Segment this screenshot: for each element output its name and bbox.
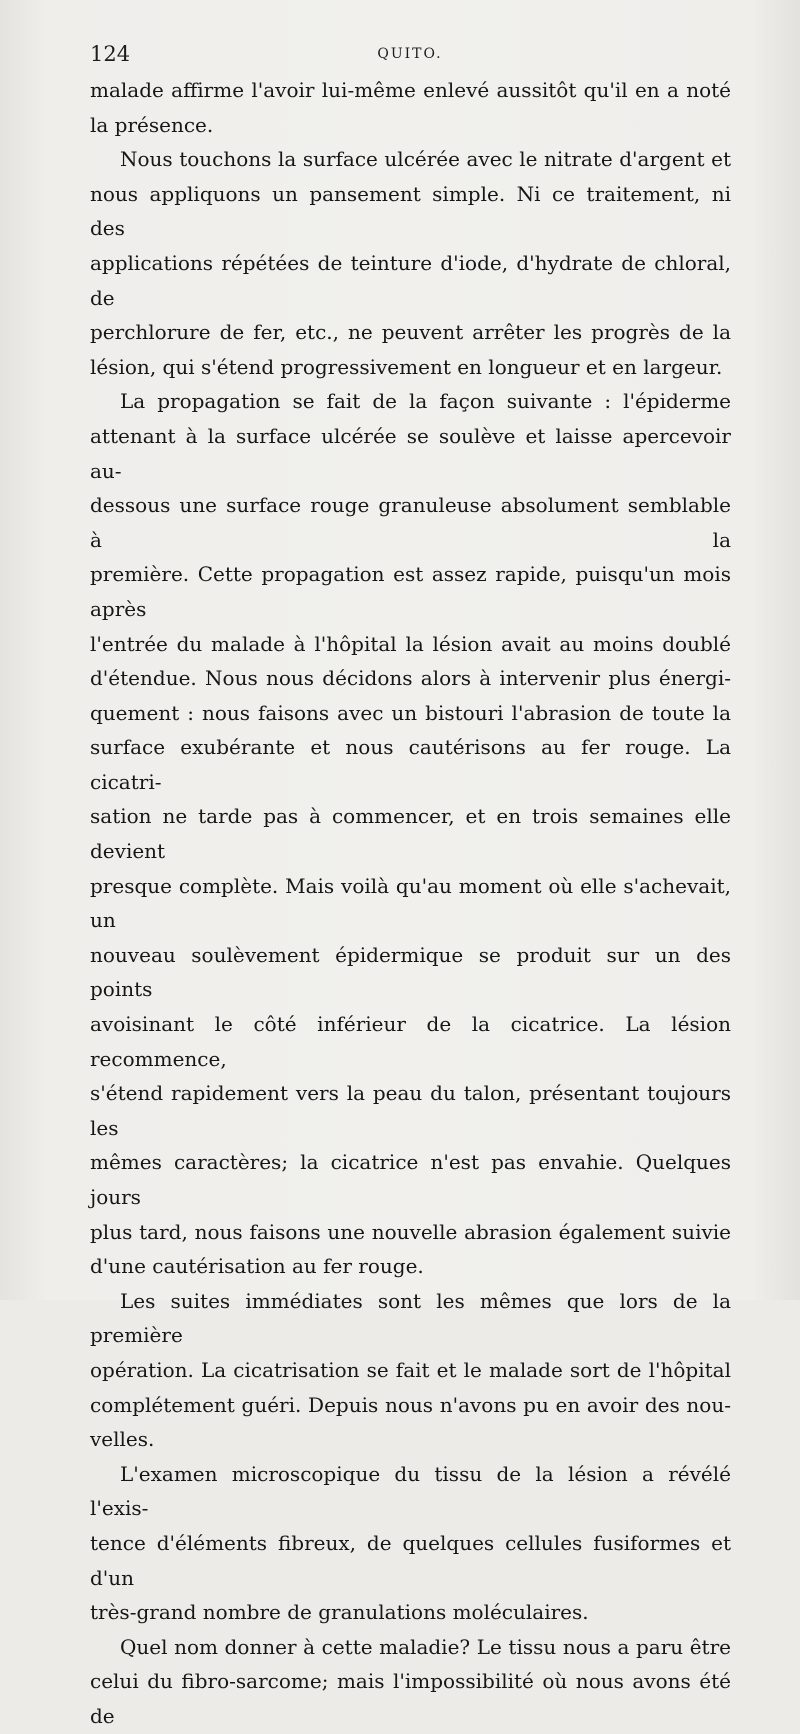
text-line: la présence. bbox=[90, 112, 214, 137]
text-line: malade affirme l'avoir lui-même enlevé aussitôt qu'il en a noté bbox=[90, 78, 731, 102]
text-line: La propagation se fait de la façon suivante : l'épiderme bbox=[120, 389, 731, 414]
text-line: perchlorure de fer, etc., ne peuvent arrêter les progrès de la bbox=[90, 320, 731, 345]
text-line: Nous touchons la surface ulcérée avec le nitrate d'argent et bbox=[120, 147, 731, 172]
text-line: sation ne tarde pas à commencer, et en trois semaines elle devient bbox=[90, 804, 731, 864]
text-line: L'examen microscopique du tissu de la lésion a révélé l'exis- bbox=[90, 1461, 731, 1521]
text-line: velles. bbox=[90, 1427, 155, 1452]
text-line: l'entrée du malade à l'hôpital la lésion avait au moins doublé bbox=[90, 631, 731, 656]
text-line: celui du fibro-sarcome; mais l'impossibilité où nous avons été de bbox=[90, 1669, 731, 1728]
text-line: nous appliquons un pansement simple. Ni ce traitement, ni des bbox=[90, 181, 731, 241]
text-line: tence d'éléments fibreux, de quelques cellules fusiformes et d'un bbox=[90, 1530, 731, 1590]
page-number: 124 bbox=[90, 42, 131, 66]
text-line: très-grand nombre de granulations moléculaires. bbox=[90, 1600, 589, 1625]
text-line: nouveau soulèvement épidermique se produit sur un des points bbox=[90, 942, 731, 1002]
page-header bbox=[90, 42, 730, 68]
body-text bbox=[90, 73, 731, 1734]
text-line: plus tard, nous faisons une nouvelle abrasion également suivie bbox=[90, 1219, 731, 1244]
text-line: opération. La cicatrisation se fait et le malade sort de l'hôpital bbox=[90, 1357, 731, 1382]
text-line: dessous une surface rouge granuleuse absolument semblable à la bbox=[90, 493, 731, 552]
text-line: avoisinant le côté inférieur de la cicatrice. La lésion recommence, bbox=[90, 1012, 731, 1071]
text-line: s'étend rapidement vers la peau du talon, présentant toujours les bbox=[90, 1081, 731, 1140]
text-line: Quel nom donner à cette maladie? Le tissu nous a paru être bbox=[120, 1634, 731, 1659]
text-line: d'étendue. Nous nous décidons alors à intervenir plus énergi- bbox=[90, 666, 731, 691]
text-line: attenant à la surface ulcérée se soulève et laisse apercevoir au- bbox=[90, 423, 731, 483]
text-line: première. Cette propagation est assez rapide, puisqu'un mois après bbox=[90, 562, 731, 621]
text-line: d'une cautérisation au fer rouge. bbox=[90, 1254, 424, 1279]
text-line: applications répétées de teinture d'iode, d'hydrate de chloral, de bbox=[90, 250, 731, 310]
text-line: presque complète. Mais voilà qu'au moment où elle s'achevait, un bbox=[90, 873, 731, 933]
text-line: Les suites immédiates sont les mêmes que lors de la première bbox=[90, 1288, 731, 1348]
text-line: lésion, qui s'étend progressivement en longueur et en largeur. bbox=[90, 354, 723, 379]
text-line: complétement guéri. Depuis nous n'avons pu en avoir des nou- bbox=[90, 1392, 731, 1417]
text-line: surface exubérante et nous cautérisons au fer rouge. La cicatri- bbox=[90, 735, 731, 794]
text-line: mêmes caractères; la cicatrice n'est pas envahie. Quelques jours bbox=[90, 1150, 731, 1209]
running-title: QUITO. bbox=[377, 46, 443, 62]
text-line: quement : nous faisons avec un bistouri l'abrasion de toute la bbox=[90, 700, 731, 725]
